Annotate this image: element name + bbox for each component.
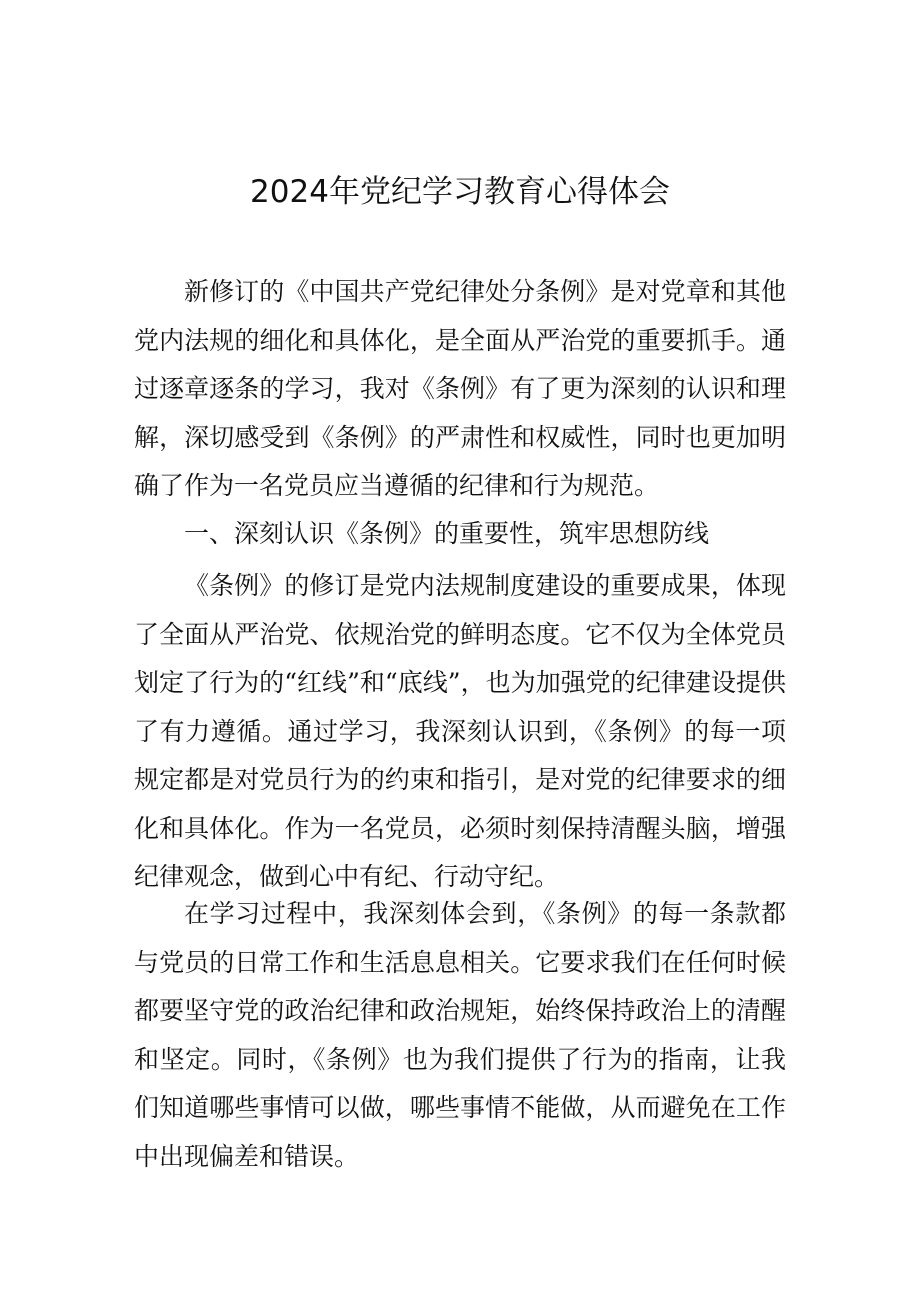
paragraph-section-1: 《条例》的修订是党内法规制度建设的重要成果，体现了全面从严治党、依规治党的鲜明态度。它不仅为全体党员划定了行为的“红线”和“底线”，也为加强党的纪律建设提供了有力遵循。通过学习，我深刻认识到，《条例》的每一项规定都是对党员行为的约束和指引，是对党的纪律要求的细化和具体化。作为一名党员，必须时刻保持清醒头脑，增强纪律观念，做到心中有纪、行动守纪。	[134, 571, 786, 891]
section-heading-1: 一、深刻认识《条例》的重要性，筑牢思想防线	[184, 519, 710, 548]
paragraph-section-1-continued: 在学习过程中，我深刻体会到，《条例》的每一条款都与党员的日常工作和生活息息相关。它要求我们在任何时候都要坚守党的政治纪律和政治规矩，始终保持政治上的清醒和坚定。同时，《条例》也为我们提供了行为的指南，让我们知道哪些事情可以做，哪些事情不能做，从而避免在工作中出现偏差和错误。	[134, 899, 786, 1171]
document-title: 2024年党纪学习教育心得体会	[250, 174, 670, 210]
paragraph-intro: 新修订的《中国共产党纪律处分条例》是对党章和其他党内法规的细化和具体化，是全面从严治党的重要抓手。通过逐章逐条的学习，我对《条例》有了更为深刻的认识和理解，深切感受到《条例》的严肃性和权威性，同时也更加明确了作为一名党员应当遵循的纪律和行为规范。	[134, 277, 786, 500]
